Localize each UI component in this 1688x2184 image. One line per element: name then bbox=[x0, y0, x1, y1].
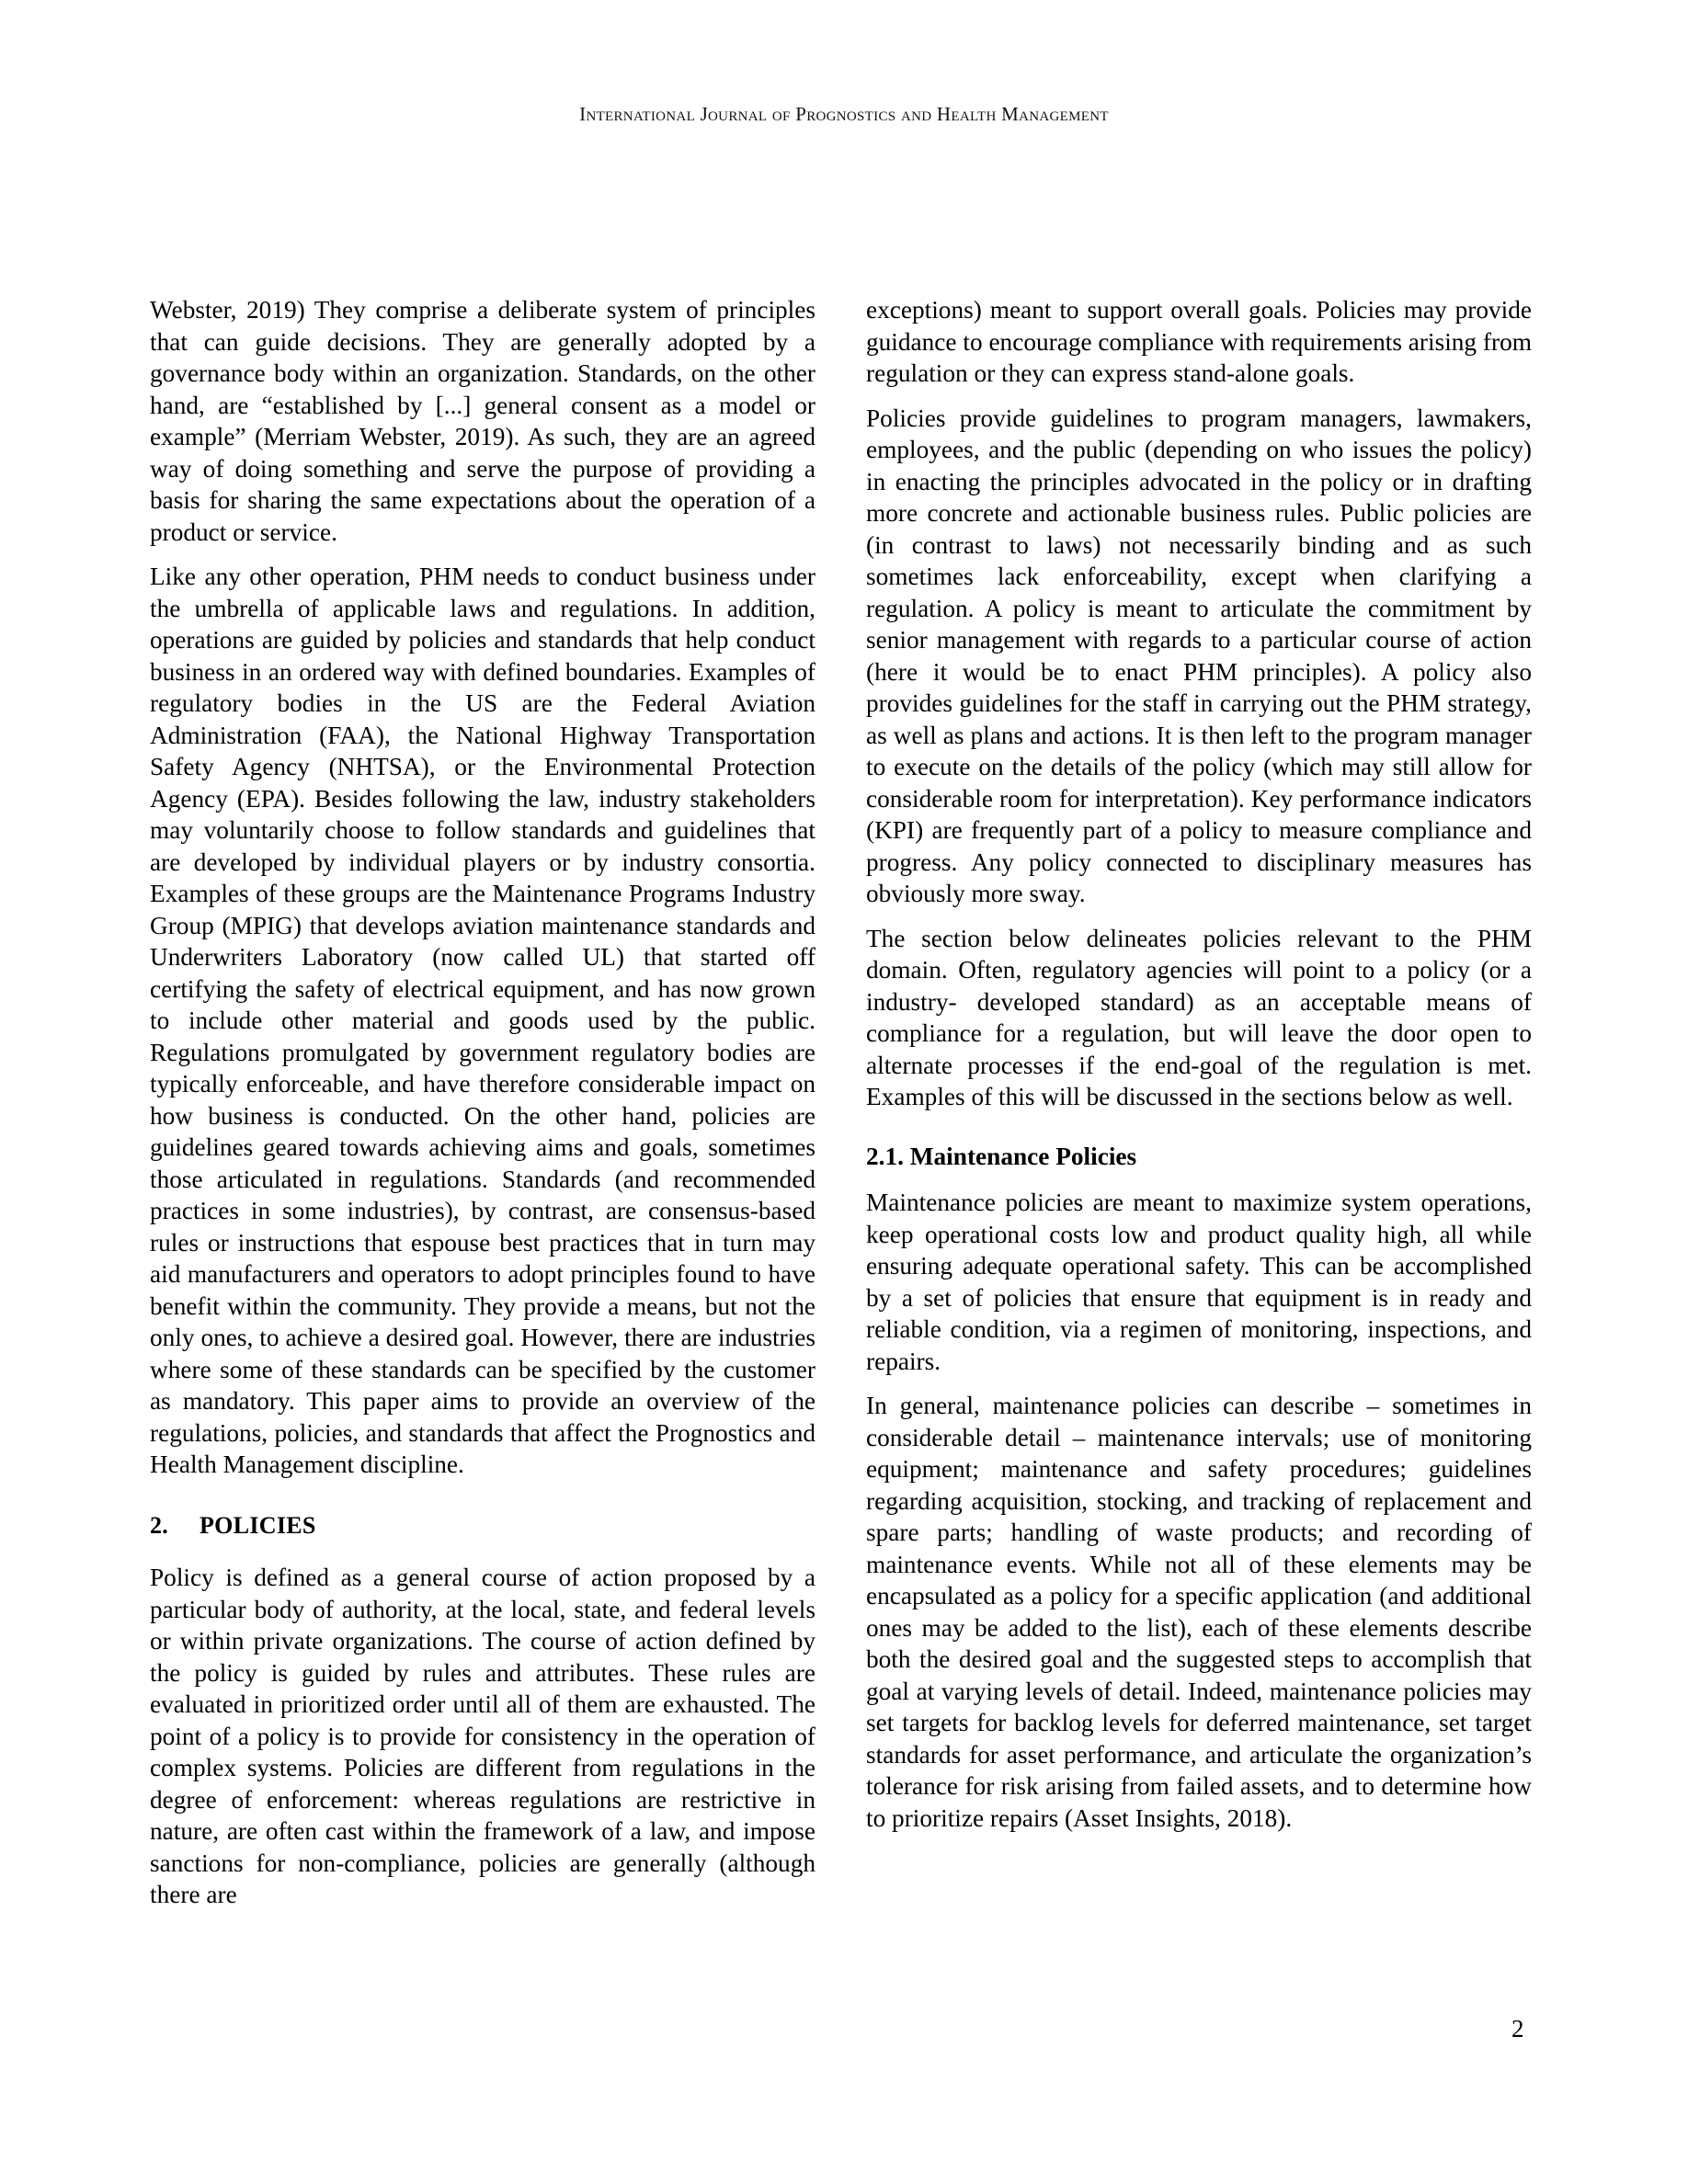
body-paragraph: Webster, 2019) They comprise a deliberate system of principles that can guide decisions. They are generally adopted by a governance body within an organization. Standards, on the other hand, are “established by [...] general consent as a model or example” (Merriam Webster, 2019). As such, they are an agreed way of doing something and serve the purpose of providing a basis for sharing the same expectations about the operation of a product or service. bbox=[150, 296, 815, 546]
body-paragraph: The section below delineates policies relevant to the PHM domain. Often, regulatory agencies will point to a policy (or a industry- developed standard) as an acceptable means of compliance for a regulation, but will leave the door open to alternate processes if the end-goal of the regulation is met. Examples of this will be discussed in the sections below as well. bbox=[866, 924, 1532, 1110]
subsection-heading: 2.1. Maintenance Policies bbox=[866, 1142, 1137, 1170]
right-column bbox=[866, 294, 1532, 1847]
section-title: POLICIES bbox=[200, 1511, 316, 1539]
running-header-title: International Journal of Prognostics and Health Management bbox=[579, 103, 1109, 125]
section-heading bbox=[150, 1510, 815, 1542]
body-paragraph: Maintenance policies are meant to maximize system operations, keep operational costs low and product quality high, all while ensuring adequate operational safety. This can be accomplished by a set of policies that ensure that equipment is in ready and reliable condition, via a regimen of monitoring, inspections, and repairs. bbox=[866, 1189, 1532, 1375]
body-paragraph: Like any other operation, PHM needs to conduct business under the umbrella of applicable laws and regulations. In addition, operations are guided by policies and standards that help conduct business in an ordered way with defined boundaries. Examples of regulatory bodies in the US are the Federal Aviation Administration (FAA), the National Highway Transportation Safety Agency (NHTSA), or the Environmental Protection Agency (EPA). Besides following the law, industry stakeholders may voluntarily choose to follow standards and guidelines that are developed by individual players or by industry consortia. Examples of these groups are the Maintenance Programs Industry Group (MPIG) that develops aviation maintenance standards and Underwriters Laboratory (now called UL) that started off certifying the safety of electrical equipment, and has now grown to include other material and goods used by the public. Regulations promulgated by government regulatory bodies are typically enforceable, and have therefore considerable impact on how business is conducted. On the other hand, policies are guidelines geared towards achieving aims and goals, sometimes those articulated in regulations. Standards (and recommended practices in some industries), by contrast, are consensus-based rules or instructions that espouse best practices that in turn may aid manufacturers and operators to adopt principles found to have benefit within the community. They provide a means, but not the only ones, to achieve a desired goal. However, there are industries where some of these standards can be specified by the customer as mandatory. This paper aims to provide an overview of the regulations, policies, and standards that affect the Prognostics and Health Management discipline. bbox=[150, 563, 815, 1478]
left-column bbox=[150, 294, 815, 1924]
running-header bbox=[0, 103, 1688, 126]
body-paragraph: Policy is defined as a general course of action proposed by a particular body of authority, at the local, state, and federal levels or within private organizations. The course of action defined by the policy is guided by rules and attributes. These rules are evaluated in prioritized order until all of them are exhausted. The point of a policy is to provide for consistency in the operation of complex systems. Policies are different from regulations in the degree of enforcement: whereas regulations are restrictive in nature, are often cast within the framework of a law, and impose sanctions for non-compliance, policies are generally (although there are bbox=[150, 1564, 815, 1908]
body-paragraph: In general, maintenance policies can describe – sometimes in considerable detail – maintenance intervals; use of monitoring equipment; maintenance and safety procedures; guidelines regarding acquisition, stocking, and tracking of replacement and spare parts; handling of waste products; and recording of maintenance events. While not all of these elements may be encapsulated as a policy for a specific application (and additional ones may be added to the list), each of these elements describe both the desired goal and the suggested steps to accomplish that goal at varying levels of detail. Indeed, maintenance policies may set targets for backlog levels for deferred maintenance, set target standards for asset performance, and articulate the organization’s tolerance for risk arising from failed assets, and to determine how to prioritize repairs (Asset Insights, 2018). bbox=[866, 1392, 1532, 1832]
page-number: 2 bbox=[1511, 2015, 1524, 2042]
body-paragraph: Policies provide guidelines to program managers, lawmakers, employees, and the public (depending on who issues the policy) in enacting the principles advocated in the policy or in drafting more concrete and actionable business rules. Public policies are (in contrast to laws) not necessarily binding and as such sometimes lack enforceability, except when clarifying a regulation. A policy is meant to articulate the commitment by senior management with regards to a particular course of action (here it would be to enact PHM principles). A policy also provides guidelines for the staff in carrying out the PHM strategy, as well as plans and actions. It is then left to the program manager to execute on the details of the policy (which may still allow for considerable room for interpretation). Key performance indicators (KPI) are frequently part of a policy to measure compliance and progress. Any policy connected to disciplinary measures has obviously more sway. bbox=[866, 404, 1532, 907]
body-paragraph: exceptions) meant to support overall goals. Policies may provide guidance to encourage compliance with requirements arising from regulation or they can express stand-alone goals. bbox=[866, 296, 1532, 387]
section-number: 2. bbox=[150, 1511, 169, 1539]
